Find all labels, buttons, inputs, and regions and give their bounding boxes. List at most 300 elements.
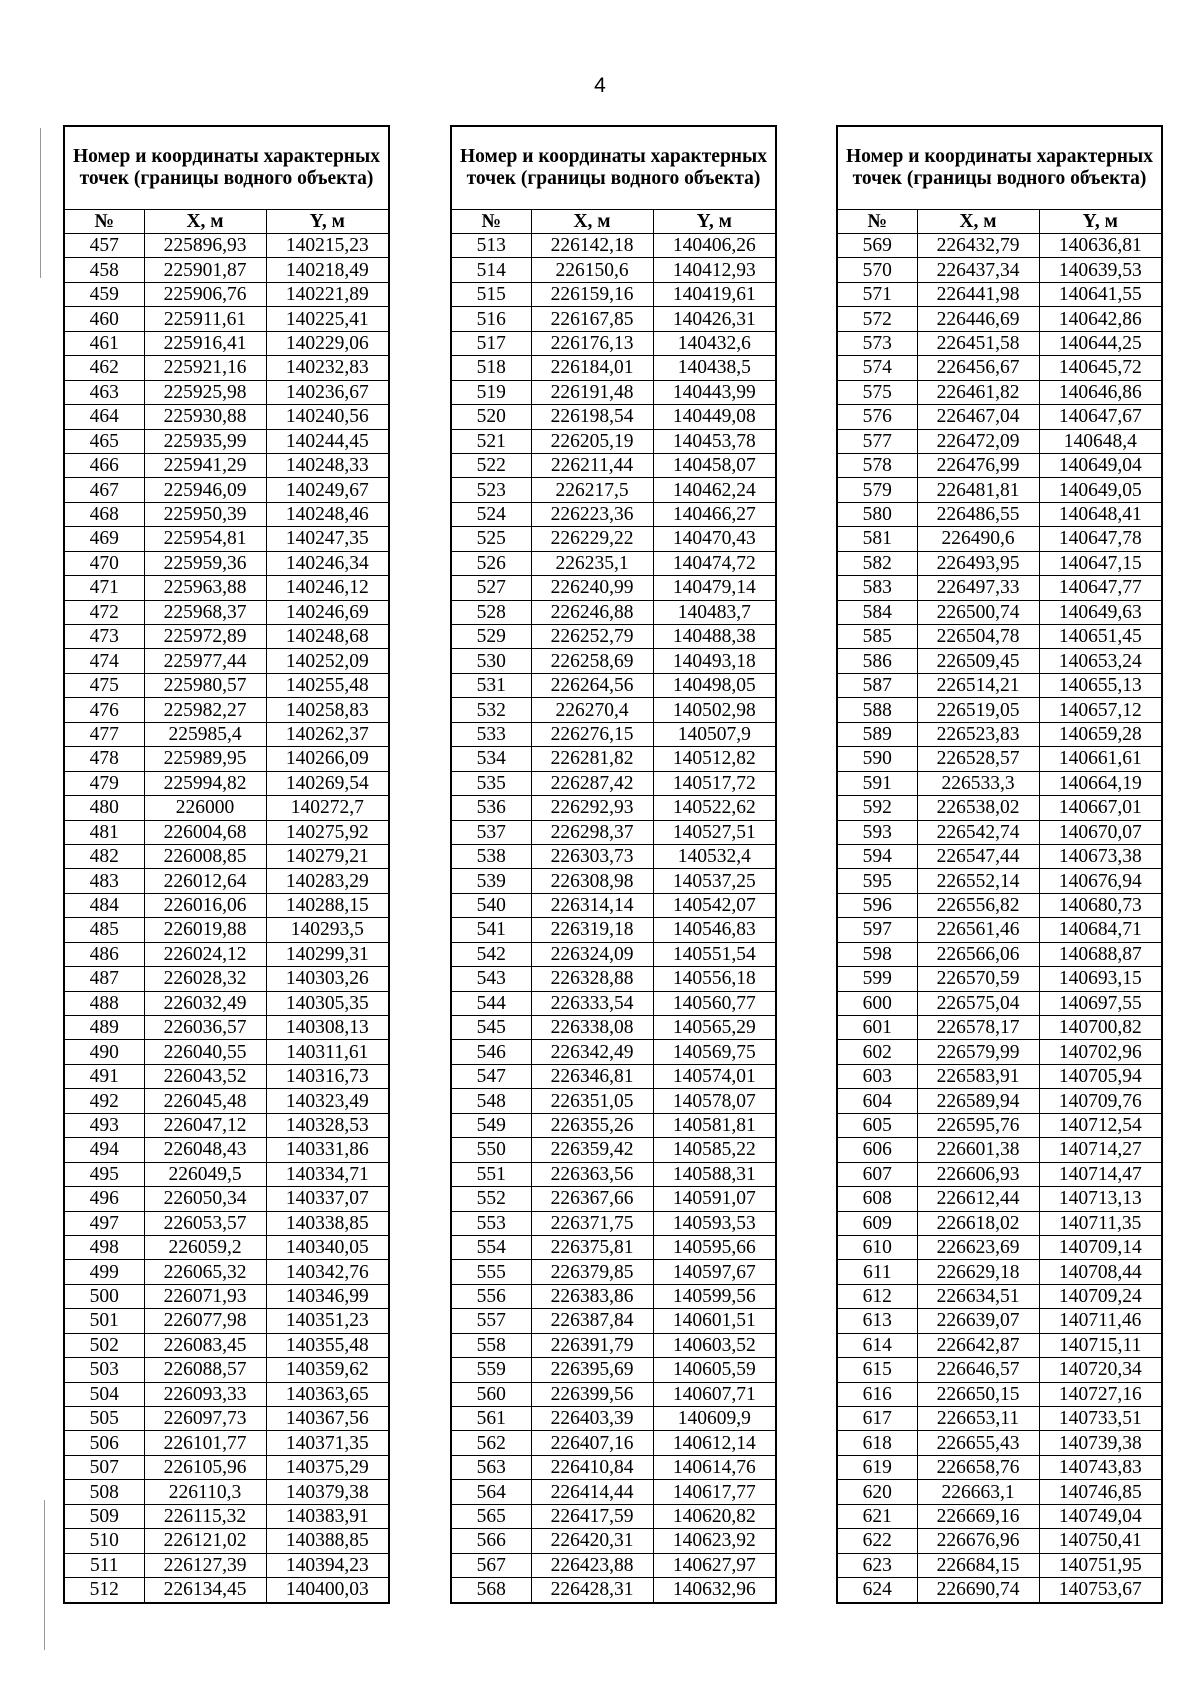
point-number: 502: [64, 1333, 144, 1357]
x-coordinate: 225985,4: [144, 722, 266, 746]
point-number: 542: [451, 942, 531, 966]
x-coordinate: 226663,1: [917, 1480, 1039, 1504]
table-row: [451, 1455, 776, 1479]
table-row: [64, 1358, 389, 1382]
point-number: 591: [837, 771, 917, 795]
point-number: 582: [837, 551, 917, 575]
x-coordinate: 226407,16: [531, 1431, 653, 1455]
x-coordinate: 226538,02: [917, 796, 1039, 820]
x-coordinate: 226150,6: [531, 258, 653, 282]
x-coordinate: 226217,5: [531, 478, 653, 502]
x-coordinate: 226019,88: [144, 918, 266, 942]
y-coordinate: 140388,85: [266, 1529, 389, 1553]
y-coordinate: 140705,94: [1039, 1064, 1162, 1088]
y-coordinate: 140269,54: [266, 771, 389, 795]
x-coordinate: 226093,33: [144, 1382, 266, 1406]
x-coordinate: 226211,44: [531, 453, 653, 477]
point-number: 466: [64, 453, 144, 477]
point-number: 530: [451, 649, 531, 673]
table-row: [64, 600, 389, 624]
point-number: 559: [451, 1358, 531, 1382]
point-number: 587: [837, 673, 917, 697]
table-row: [64, 1064, 389, 1088]
y-coordinate: 140248,33: [266, 453, 389, 477]
x-coordinate: 226077,98: [144, 1309, 266, 1333]
x-coordinate: 226690,74: [917, 1578, 1039, 1603]
y-coordinate: 140288,15: [266, 893, 389, 917]
point-number: 579: [837, 478, 917, 502]
table-row: [837, 453, 1162, 477]
x-coordinate: 226676,96: [917, 1529, 1039, 1553]
x-coordinate: 225954,81: [144, 527, 266, 551]
y-coordinate: 140751,95: [1039, 1553, 1162, 1577]
y-coordinate: 140657,12: [1039, 698, 1162, 722]
point-number: 539: [451, 869, 531, 893]
header-x: X, м: [917, 210, 1039, 234]
table-row: [64, 1089, 389, 1113]
y-coordinate: 140342,76: [266, 1260, 389, 1284]
table-row: [451, 1431, 776, 1455]
x-coordinate: 226281,82: [531, 747, 653, 771]
y-coordinate: 140275,92: [266, 820, 389, 844]
y-coordinate: 140684,71: [1039, 918, 1162, 942]
y-coordinate: 140647,67: [1039, 405, 1162, 429]
table-row: [451, 576, 776, 600]
y-coordinate: 140255,48: [266, 673, 389, 697]
point-number: 532: [451, 698, 531, 722]
table-row: [837, 1407, 1162, 1431]
point-number: 577: [837, 429, 917, 453]
y-coordinate: 140664,19: [1039, 771, 1162, 795]
point-number: 574: [837, 356, 917, 380]
point-number: 615: [837, 1358, 917, 1382]
point-number: 533: [451, 722, 531, 746]
x-coordinate: 226504,78: [917, 625, 1039, 649]
x-coordinate: 226121,02: [144, 1529, 266, 1553]
table-row: [837, 649, 1162, 673]
x-coordinate: 226338,08: [531, 1016, 653, 1040]
x-coordinate: 226040,55: [144, 1040, 266, 1064]
point-number: 523: [451, 478, 531, 502]
table-row: [451, 771, 776, 795]
x-coordinate: 226579,99: [917, 1040, 1039, 1064]
point-number: 506: [64, 1431, 144, 1455]
table-row: [64, 1309, 389, 1333]
table-row: [451, 820, 776, 844]
table-row: [451, 1578, 776, 1603]
point-number: 471: [64, 576, 144, 600]
x-coordinate: 226497,33: [917, 576, 1039, 600]
y-coordinate: 140542,07: [653, 893, 776, 917]
y-coordinate: 140649,63: [1039, 600, 1162, 624]
table-row: [64, 625, 389, 649]
point-number: 460: [64, 307, 144, 331]
table-row: [451, 1333, 776, 1357]
table-row: [64, 1529, 389, 1553]
y-coordinate: 140627,97: [653, 1553, 776, 1577]
table-row: [64, 429, 389, 453]
point-number: 614: [837, 1333, 917, 1357]
point-number: 468: [64, 502, 144, 526]
x-coordinate: 226523,83: [917, 722, 1039, 746]
point-number: 478: [64, 747, 144, 771]
y-coordinate: 140680,73: [1039, 893, 1162, 917]
y-coordinate: 140218,49: [266, 258, 389, 282]
y-coordinate: 140221,89: [266, 282, 389, 306]
x-coordinate: 226472,09: [917, 429, 1039, 453]
point-number: 595: [837, 869, 917, 893]
x-coordinate: 226367,66: [531, 1187, 653, 1211]
x-coordinate: 226589,94: [917, 1089, 1039, 1113]
point-number: 578: [837, 453, 917, 477]
table-row: [64, 1187, 389, 1211]
x-coordinate: 226012,64: [144, 869, 266, 893]
point-number: 517: [451, 331, 531, 355]
y-coordinate: 140609,9: [653, 1407, 776, 1431]
point-number: 535: [451, 771, 531, 795]
x-coordinate: 226028,32: [144, 967, 266, 991]
table-row: [64, 1113, 389, 1137]
x-coordinate: 226240,99: [531, 576, 653, 600]
y-coordinate: 140578,07: [653, 1089, 776, 1113]
point-number: 604: [837, 1089, 917, 1113]
x-coordinate: 226476,99: [917, 453, 1039, 477]
y-coordinate: 140262,37: [266, 722, 389, 746]
x-coordinate: 225930,88: [144, 405, 266, 429]
table-row: [64, 991, 389, 1015]
y-coordinate: 140334,71: [266, 1162, 389, 1186]
point-number: 566: [451, 1529, 531, 1553]
point-number: 611: [837, 1260, 917, 1284]
point-number: 603: [837, 1064, 917, 1088]
x-coordinate: 226509,45: [917, 649, 1039, 673]
x-coordinate: 226223,36: [531, 502, 653, 526]
table-row: [837, 307, 1162, 331]
x-coordinate: 225941,29: [144, 453, 266, 477]
y-coordinate: 140708,44: [1039, 1260, 1162, 1284]
table-row: [451, 1504, 776, 1528]
y-coordinate: 140639,53: [1039, 258, 1162, 282]
point-number: 490: [64, 1040, 144, 1064]
x-coordinate: 226423,88: [531, 1553, 653, 1577]
x-coordinate: 226159,16: [531, 282, 653, 306]
header-num: №: [837, 210, 917, 234]
x-coordinate: 226036,57: [144, 1016, 266, 1040]
point-number: 508: [64, 1480, 144, 1504]
point-number: 552: [451, 1187, 531, 1211]
x-coordinate: 226547,44: [917, 844, 1039, 868]
x-coordinate: 225972,89: [144, 625, 266, 649]
table-row: [837, 600, 1162, 624]
x-coordinate: 226264,56: [531, 673, 653, 697]
point-number: 531: [451, 673, 531, 697]
point-number: 479: [64, 771, 144, 795]
table-row: [837, 1235, 1162, 1259]
table-row: [837, 1162, 1162, 1186]
y-coordinate: 140246,12: [266, 576, 389, 600]
x-coordinate: 226646,57: [917, 1358, 1039, 1382]
table-row: [451, 869, 776, 893]
x-coordinate: 226292,93: [531, 796, 653, 820]
y-coordinate: 140311,61: [266, 1040, 389, 1064]
y-coordinate: 140617,77: [653, 1480, 776, 1504]
y-coordinate: 140458,07: [653, 453, 776, 477]
point-number: 522: [451, 453, 531, 477]
point-number: 565: [451, 1504, 531, 1528]
y-coordinate: 140432,6: [653, 331, 776, 355]
y-coordinate: 140283,29: [266, 869, 389, 893]
x-coordinate: 226258,69: [531, 649, 653, 673]
y-coordinate: 140400,03: [266, 1578, 389, 1603]
y-coordinate: 140537,25: [653, 869, 776, 893]
table-row: [64, 967, 389, 991]
x-coordinate: 226049,5: [144, 1162, 266, 1186]
point-number: 475: [64, 673, 144, 697]
x-coordinate: 226451,58: [917, 331, 1039, 355]
x-coordinate: 225963,88: [144, 576, 266, 600]
table-row: [64, 1578, 389, 1603]
y-coordinate: 140383,91: [266, 1504, 389, 1528]
y-coordinate: 140636,81: [1039, 234, 1162, 258]
table-row: [837, 1480, 1162, 1504]
x-coordinate: 226653,11: [917, 1407, 1039, 1431]
point-number: 504: [64, 1382, 144, 1406]
y-coordinate: 140249,67: [266, 478, 389, 502]
table-row: [451, 1284, 776, 1308]
point-number: 474: [64, 649, 144, 673]
point-number: 601: [837, 1016, 917, 1040]
table-row: [64, 1382, 389, 1406]
table-row: [451, 1235, 776, 1259]
y-coordinate: 140653,24: [1039, 649, 1162, 673]
y-coordinate: 140712,54: [1039, 1113, 1162, 1137]
x-coordinate: 226346,81: [531, 1064, 653, 1088]
point-number: 489: [64, 1016, 144, 1040]
y-coordinate: 140714,47: [1039, 1162, 1162, 1186]
x-coordinate: 226612,44: [917, 1187, 1039, 1211]
y-coordinate: 140229,06: [266, 331, 389, 355]
y-coordinate: 140750,41: [1039, 1529, 1162, 1553]
table-row: [64, 1162, 389, 1186]
table-row: [64, 722, 389, 746]
point-number: 620: [837, 1480, 917, 1504]
x-coordinate: 226642,87: [917, 1333, 1039, 1357]
y-coordinate: 140371,35: [266, 1431, 389, 1455]
y-coordinate: 140632,96: [653, 1578, 776, 1603]
y-coordinate: 140753,67: [1039, 1578, 1162, 1603]
header-x: X, м: [144, 210, 266, 234]
x-coordinate: 226303,73: [531, 844, 653, 868]
table-row: [451, 356, 776, 380]
point-number: 501: [64, 1309, 144, 1333]
point-number: 622: [837, 1529, 917, 1553]
header-x: X, м: [531, 210, 653, 234]
table-row: [64, 844, 389, 868]
point-number: 549: [451, 1113, 531, 1137]
point-number: 459: [64, 282, 144, 306]
point-number: 476: [64, 698, 144, 722]
y-coordinate: 140379,38: [266, 1480, 389, 1504]
y-coordinate: 140532,4: [653, 844, 776, 868]
table-row: [64, 478, 389, 502]
table-row: [451, 1211, 776, 1235]
y-coordinate: 140266,09: [266, 747, 389, 771]
point-number: 520: [451, 405, 531, 429]
y-coordinate: 140527,51: [653, 820, 776, 844]
y-coordinate: 140670,07: [1039, 820, 1162, 844]
x-coordinate: 226623,69: [917, 1235, 1039, 1259]
table-row: [837, 429, 1162, 453]
point-number: 507: [64, 1455, 144, 1479]
x-coordinate: 226481,81: [917, 478, 1039, 502]
y-coordinate: 140375,29: [266, 1455, 389, 1479]
x-coordinate: 226205,19: [531, 429, 653, 453]
table-row: [451, 282, 776, 306]
point-number: 524: [451, 502, 531, 526]
x-coordinate: 226618,02: [917, 1211, 1039, 1235]
x-coordinate: 225896,93: [144, 234, 266, 258]
y-coordinate: 140648,4: [1039, 429, 1162, 453]
y-coordinate: 140470,43: [653, 527, 776, 551]
table-row: [837, 869, 1162, 893]
x-coordinate: 226528,57: [917, 747, 1039, 771]
table-row: [451, 478, 776, 502]
table-row: [64, 893, 389, 917]
table-row: [451, 893, 776, 917]
point-number: 553: [451, 1211, 531, 1235]
point-number: 464: [64, 405, 144, 429]
x-coordinate: 226298,37: [531, 820, 653, 844]
table-caption: Номер и координаты характерных точек (границы водного объекта): [451, 126, 776, 210]
y-coordinate: 140569,75: [653, 1040, 776, 1064]
y-coordinate: 140702,96: [1039, 1040, 1162, 1064]
table-row: [837, 673, 1162, 697]
x-coordinate: 226351,05: [531, 1089, 653, 1113]
table-row: [451, 796, 776, 820]
table-row: [451, 1382, 776, 1406]
x-coordinate: 226417,59: [531, 1504, 653, 1528]
x-coordinate: 226287,42: [531, 771, 653, 795]
table-row: [64, 576, 389, 600]
point-number: 509: [64, 1504, 144, 1528]
point-number: 540: [451, 893, 531, 917]
x-coordinate: 226461,82: [917, 380, 1039, 404]
table-row: [837, 722, 1162, 746]
x-coordinate: 226004,68: [144, 820, 266, 844]
y-coordinate: 140667,01: [1039, 796, 1162, 820]
x-coordinate: 226519,05: [917, 698, 1039, 722]
x-coordinate: 226456,67: [917, 356, 1039, 380]
x-coordinate: 226191,48: [531, 380, 653, 404]
y-coordinate: 140247,35: [266, 527, 389, 551]
x-coordinate: 226088,57: [144, 1358, 266, 1382]
table-row: [451, 649, 776, 673]
table-row: [64, 918, 389, 942]
table-row: [451, 722, 776, 746]
table-row: [451, 1309, 776, 1333]
point-number: 525: [451, 527, 531, 551]
table-row: [451, 1089, 776, 1113]
x-coordinate: 226246,88: [531, 600, 653, 624]
x-coordinate: 226533,3: [917, 771, 1039, 795]
table-row: [451, 1162, 776, 1186]
table-row: [451, 1480, 776, 1504]
point-number: 607: [837, 1162, 917, 1186]
table-row: [64, 1504, 389, 1528]
x-coordinate: 226032,49: [144, 991, 266, 1015]
x-coordinate: 225977,44: [144, 649, 266, 673]
point-number: 567: [451, 1553, 531, 1577]
y-coordinate: 140359,62: [266, 1358, 389, 1382]
x-coordinate: 225982,27: [144, 698, 266, 722]
y-coordinate: 140248,68: [266, 625, 389, 649]
point-number: 621: [837, 1504, 917, 1528]
y-coordinate: 140713,13: [1039, 1187, 1162, 1211]
y-coordinate: 140688,87: [1039, 942, 1162, 966]
table-row: [451, 991, 776, 1015]
point-number: 623: [837, 1553, 917, 1577]
table-row: [64, 1211, 389, 1235]
table-row: [451, 600, 776, 624]
point-number: 500: [64, 1284, 144, 1308]
point-number: 505: [64, 1407, 144, 1431]
table-row: [64, 234, 389, 258]
y-coordinate: 140337,07: [266, 1187, 389, 1211]
x-coordinate: 226024,12: [144, 942, 266, 966]
y-coordinate: 140493,18: [653, 649, 776, 673]
y-coordinate: 140599,56: [653, 1284, 776, 1308]
table-row: [837, 527, 1162, 551]
point-number: 608: [837, 1187, 917, 1211]
table-row: [451, 673, 776, 697]
point-number: 528: [451, 600, 531, 624]
table-row: [64, 331, 389, 355]
y-coordinate: 140419,61: [653, 282, 776, 306]
point-number: 584: [837, 600, 917, 624]
table-row: [837, 1431, 1162, 1455]
point-number: 580: [837, 502, 917, 526]
point-number: 544: [451, 991, 531, 1015]
y-coordinate: 140733,51: [1039, 1407, 1162, 1431]
point-number: 510: [64, 1529, 144, 1553]
x-coordinate: 226606,93: [917, 1162, 1039, 1186]
table-row: [837, 1064, 1162, 1088]
x-coordinate: 226552,14: [917, 869, 1039, 893]
table-row: [837, 478, 1162, 502]
table-row: [451, 625, 776, 649]
table-row: [837, 1016, 1162, 1040]
y-coordinate: 140603,52: [653, 1333, 776, 1357]
point-number: 570: [837, 258, 917, 282]
y-coordinate: 140648,41: [1039, 502, 1162, 526]
table-row: [837, 893, 1162, 917]
y-coordinate: 140551,54: [653, 942, 776, 966]
x-coordinate: 226045,48: [144, 1089, 266, 1113]
point-number: 550: [451, 1138, 531, 1162]
table-row: [837, 625, 1162, 649]
y-coordinate: 140246,69: [266, 600, 389, 624]
table-row: [451, 1358, 776, 1382]
table-row: [451, 307, 776, 331]
x-coordinate: 226669,16: [917, 1504, 1039, 1528]
table-row: [451, 1553, 776, 1577]
table-row: [64, 282, 389, 306]
y-coordinate: 140272,7: [266, 796, 389, 820]
x-coordinate: 226270,4: [531, 698, 653, 722]
y-coordinate: 140331,86: [266, 1138, 389, 1162]
y-coordinate: 140488,38: [653, 625, 776, 649]
y-coordinate: 140308,13: [266, 1016, 389, 1040]
